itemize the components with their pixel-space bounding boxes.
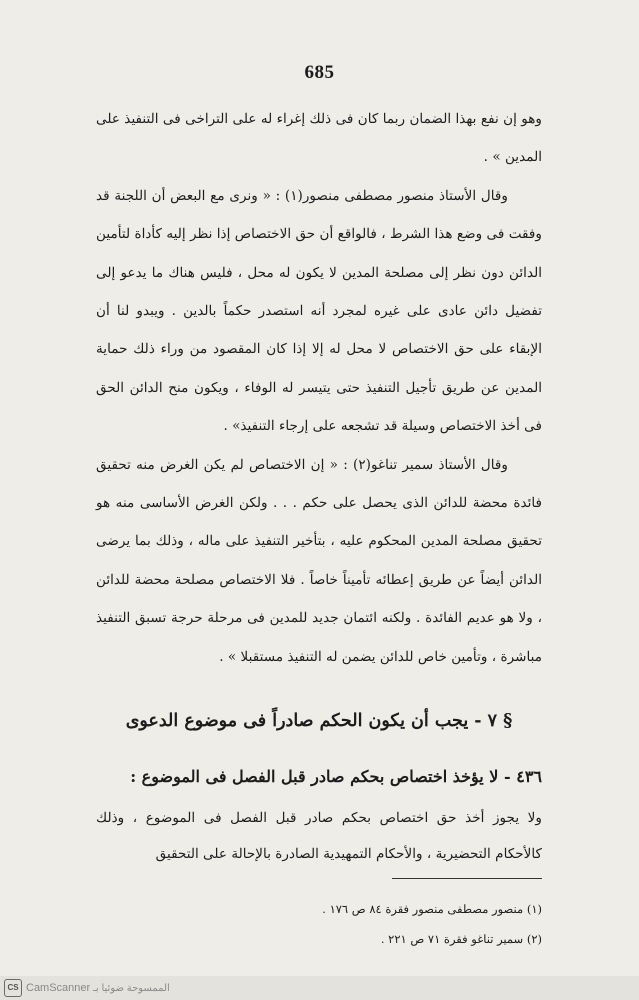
scanner-brand: CamScanner xyxy=(26,982,91,994)
article-subheading: ٤٣٦ - لا يؤخذ اختصاص بحكم صادر قبل الفصل فى الموضوع : xyxy=(130,767,542,786)
footnote-2: (٢) سمير تناغو فقرة ٧١ ص ٢٢١ . xyxy=(380,932,542,946)
body-text xyxy=(96,100,542,676)
footnotes xyxy=(96,894,542,954)
article-body xyxy=(96,800,542,872)
scanner-caption: الممسوحة ضوئيا بـ xyxy=(92,983,170,994)
footnote-divider xyxy=(392,878,542,879)
paragraph-continuation: وهو إن نفع بهذا الضمان ربما كان فى ذلك إغراء له على التراخى فى التنفيذ على المدين » . xyxy=(96,111,542,166)
footnote-1: (١) منصور مصطفى منصور فقرة ٨٤ ص ١٧٦ . xyxy=(322,902,542,916)
scanner-watermark xyxy=(26,979,170,998)
page-number: 685 xyxy=(304,62,335,83)
camscanner-logo-icon: CS xyxy=(4,979,22,997)
article-paragraph: ولا يجوز أخذ حق اختصاص بحكم صادر قبل الفصل فى الموضوع ، وذلك كالأحكام التحضيرية ، والأحكام التمهيدية الصادرة بالإحالة على التحقيق xyxy=(96,810,542,862)
paragraph-mansour-quote: وقال الأستاذ منصور مصطفى منصور(١) : « ونرى مع البعض أن اللجنة قد وفقت فى وضع هذا الشرط ، فالواقع أن حق الاختصاص إذا نظر إليه كأداة لتأمين الدائن دون نظر إلى مصلحة المدين لا يكون له محل ، فليس هناك ما يدعو إلى تفضيل دائن عادى على غيره لمجرد أنه استصدر حكماً بالدين . ويبدو لنا أن الإبقاء على حق الاختصاص لا محل له إلا إذا كان المقصود من وراء ذلك حماية المدين عن طريق تأجيل التنفيذ حتى يتيسر له الوفاء ، ويكون منح الدائن الحق فى أخذ الاختصاص وسيلة قد تشجعه على إرجاء التنفيذ» . xyxy=(96,187,542,435)
section-title: § ٧ - يجب أن يكون الحكم صادراً فى موضوع الدعوى xyxy=(125,711,513,731)
paragraph-tanagho-quote: وقال الأستاذ سمير تناغو(٢) : « إن الاختصاص لم يكن الغرض منه تحقيق فائدة محضة للدائن الذى يحصل على حكم . . . ولكن الغرض الأساسى منه هو تحقيق مصلحة المدين المحكوم عليه ، بتأخير التنفيذ على ماله ، وذلك بما يرضى الدائن أيضاً عن طريق إعطائه تأميناً خاصاً . فلا الاختصاص مصلحة محضة للدائن ، ولا هو عديم الفائدة . ولكنه ائتمان جديد للمدين فى مرحلة حرجة تسبق التنفيذ مباشرة ، وتأمين خاص للدائن يضمن له التنفيذ مستقبلا » . xyxy=(96,456,542,665)
